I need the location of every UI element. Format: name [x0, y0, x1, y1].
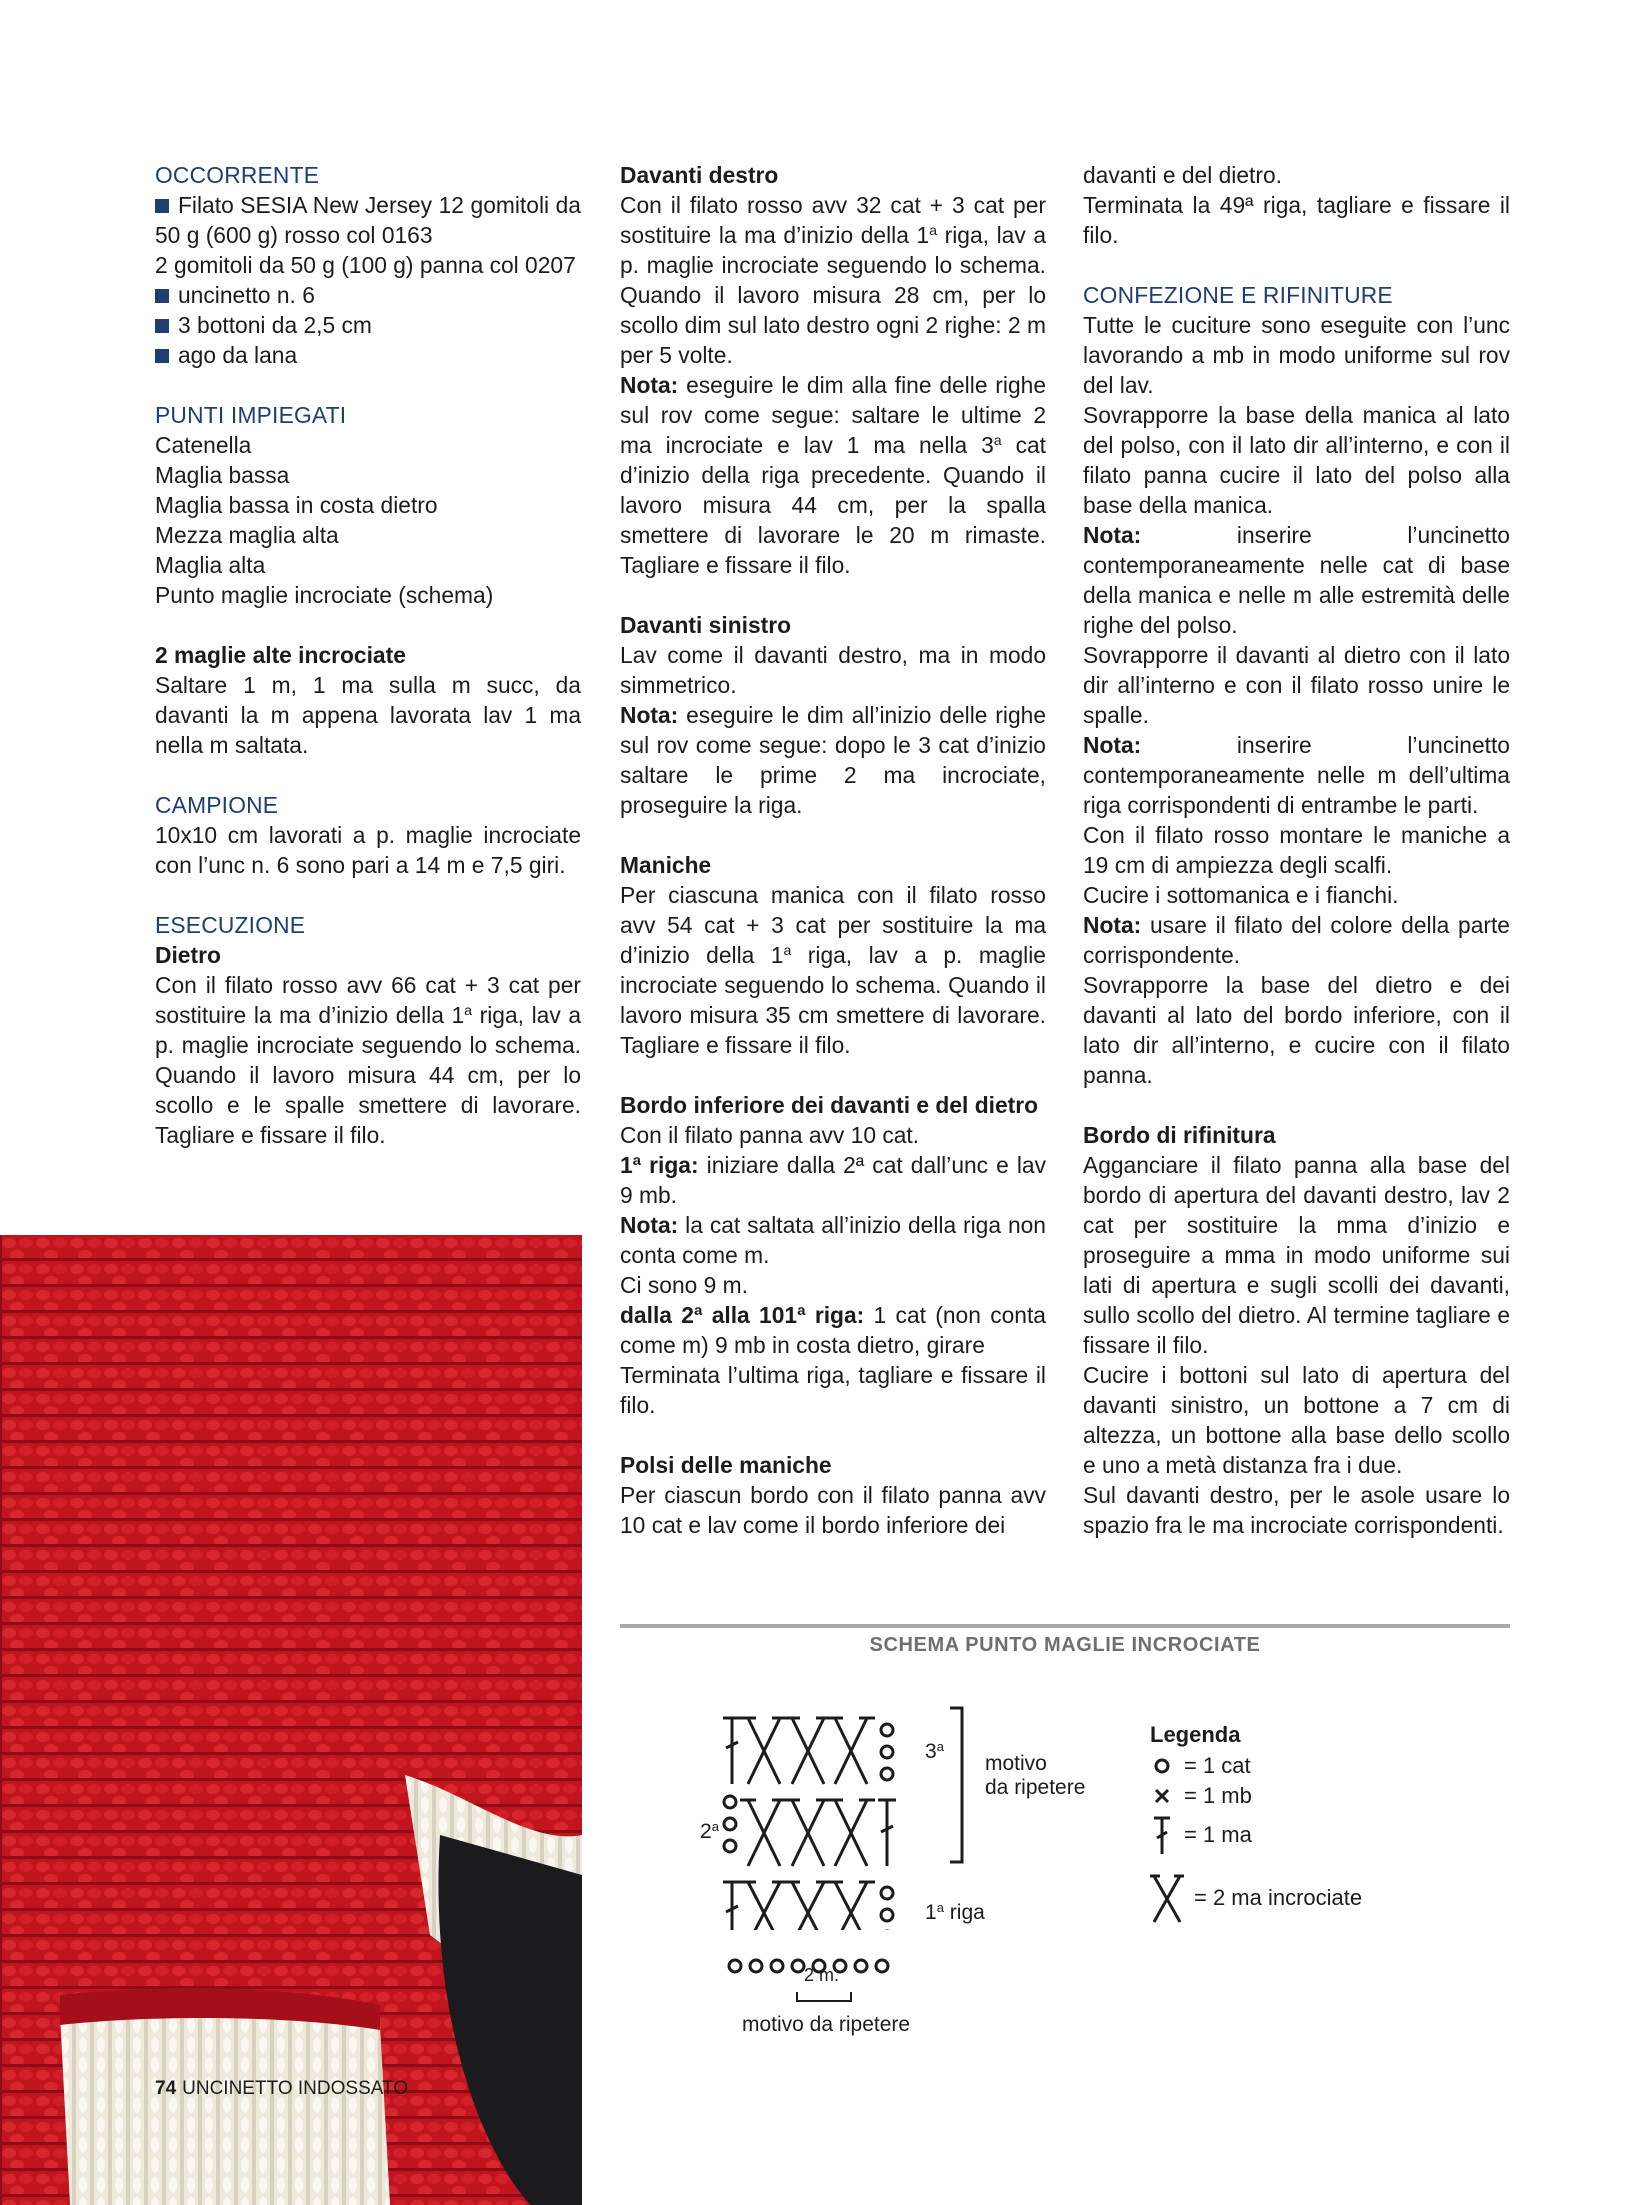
davanti-sinistro-text: Lav come il davanti destro, ma in modo simmetrico. [620, 642, 1046, 698]
column-right [1083, 160, 1510, 1540]
confezione-text: Sovrapporre il davanti al dietro con il lato dir all’interno e con il filato rosso unire le spalle. [1083, 642, 1510, 728]
diagram-row-3 [723, 1718, 893, 1784]
legend-ma: = 1 ma [1150, 1814, 1252, 1856]
crossed-stitch-text: Saltare 1 m, 1 ma sulla m succ, da davanti la m appena lavorata lav 1 ma nella m saltata. [155, 672, 581, 758]
stitch-item: Punto maglie incrociate (schema) [155, 582, 494, 608]
chain-icon [1150, 1755, 1174, 1777]
bordo-row-1: 1ª riga: iniziare dalla 2ª cat dall’unc e lav 9 mb. [620, 1152, 1046, 1208]
sweater-illustration [0, 1235, 582, 2205]
stitch-diagram [690, 1690, 930, 1930]
esecuzione-heading: ESECUZIONE [155, 912, 306, 938]
campione-heading: CAMPIONE [155, 792, 279, 818]
magazine-name: UNCINETTO INDOSSATO [182, 2078, 409, 2099]
crossed-stitch-icon [1150, 1872, 1184, 1924]
polsi-heading: Polsi delle maniche [620, 1452, 832, 1478]
materials-needle: ago da lana [155, 340, 581, 370]
confezione-text: Cucire i sottomanica e i fianchi. [1083, 882, 1399, 908]
occorrente-heading: OCCORRENTE [155, 162, 320, 188]
repeat-bracket-vertical [948, 1706, 968, 1866]
legend-cat: = 1 cat [1150, 1753, 1251, 1779]
motivo-label-right: motivo da ripetere [985, 1752, 1086, 1799]
dietro-text: Con il filato rosso avv 66 cat + 3 cat per sostituire la ma d’inizio della 1$^a$ riga, lav a p. maglie incrociate seguendo lo schema. Quando il lavoro misura 44 cm, per lo scollo e le spalle smettere di lavorare. Tagliare e fissare il filo. [155, 972, 581, 1148]
bordo-note: Nota: la cat saltata all’inizio della riga non conta come m. [620, 1212, 1046, 1268]
confezione-text: Sovrapporre la base del dietro e dei davanti al lato del bordo inferiore, con il lato dir all’interno, e cucire con il filato panna. [1083, 972, 1510, 1088]
row-2-label: 2$^a$ [700, 1818, 719, 1843]
materials-buttons: 3 bottoni da 2,5 cm [155, 310, 581, 340]
confezione-heading: CONFEZIONE E RIFINITURE [1083, 282, 1393, 308]
rifinitura-text: Sul davanti destro, per le asole usare lo spazio fra le ma incrociate corrispondenti. [1083, 1482, 1510, 1538]
row-3-label: 3$^a$ [925, 1738, 944, 1763]
stitch-item: Maglia alta [155, 552, 266, 578]
double-crochet-icon [1150, 1814, 1174, 1856]
punti-heading: PUNTI IMPIEGATI [155, 402, 347, 428]
polsi-continued: davanti e del dietro. [1083, 162, 1282, 188]
confezione-text: Sovrapporre la base della manica al lato del polso, con il lato dir all’interno, e con il filato panna cucire il lato del polso alla base della manica. [1083, 402, 1510, 518]
rifinitura-heading: Bordo di rifinitura [1083, 1122, 1276, 1148]
page-number: 74 [155, 2078, 177, 2099]
confezione-note: Nota: inserire l’uncinetto contemporaneamente nelle cat di base della manica e nelle m alle estremità delle righe del polso. [1083, 522, 1510, 638]
crossed-stitch-heading: 2 maglie alte incrociate [155, 642, 406, 668]
confezione-text: Con il filato rosso montare le maniche a 19 cm di ampiezza degli scalfi. [1083, 822, 1510, 878]
chart-divider [620, 1624, 1510, 1628]
polsi-text: Per ciascun bordo con il filato panna avv 10 cat e lav come il bordo inferiore dei [620, 1482, 1046, 1538]
davanti-sinistro-note: Nota: eseguire le dim all’inizio delle righe sul rov come segue: dopo le 3 cat d’inizio saltare le prime 2 ma incrociate, proseguire la riga. [620, 702, 1046, 818]
motivo-label-bottom: motivo da ripetere [742, 2013, 911, 2036]
confezione-note: Nota: usare il filato del colore della parte corrispondente. [1083, 912, 1510, 968]
legend-crossed: = 2 ma incrociate [1150, 1872, 1362, 1924]
confezione-text: Tutte le cuciture sono eseguite con l’unc lavorando a mb in modo uniforme sul rov del lav. [1083, 312, 1510, 398]
repeat-bracket-horizontal [795, 1990, 855, 2004]
bordo-inferiore-text: Con il filato panna avv 10 cat. [620, 1122, 920, 1148]
stitch-item: Maglia bassa in costa dietro [155, 492, 438, 518]
column-left [155, 160, 581, 1150]
rifinitura-text: Agganciare il filato panna alla base del bordo di apertura del davanti destro, lav 2 cat per sostituire la mma d’inizio e proseguire a mma in modo uniforme sui lati di apertura e sugli scolli dei davanti, sullo scollo del dietro. Al termine tagliare e fissare il filo. [1083, 1152, 1510, 1358]
diagram-row-2 [724, 1796, 896, 1866]
stitch-item: Maglia bassa [155, 462, 290, 488]
maniche-text: Per ciascuna manica con il filato rosso avv 54 cat + 3 cat per sostituire la ma d’inizio della 1$^a$ riga, lav a p. maglie incrociate seguendo lo schema. Quando il lavoro misura 35 cm smettere di lavorare. Tagliare e fissare il filo. [620, 882, 1046, 1058]
confezione-note: Nota: inserire l’uncinetto contemporaneamente nelle m dell’ultima riga corrispondenti di entrambe le parti. [1083, 732, 1510, 818]
maniche-heading: Maniche [620, 852, 712, 878]
stitch-item: Mezza maglia alta [155, 522, 339, 548]
rifinitura-text: Cucire i bottoni sul lato di apertura del davanti sinistro, un bottone a 7 cm di altezza, un bottone alla base dello scollo e uno a metà distanza fra i due. [1083, 1362, 1510, 1478]
campione-text: 10x10 cm lavorati a p. maglie incrociate con l’unc n. 6 sono pari a 14 m e 7,5 giri. [155, 822, 581, 878]
column-middle [620, 160, 1046, 1540]
dietro-heading: Dietro [155, 942, 221, 968]
row-1-label: 1$^a$ riga [925, 1899, 985, 1924]
davanti-sinistro-heading: Davanti sinistro [620, 612, 792, 638]
bordo-row-2-101: dalla 2ª alla 101ª riga: 1 cat (non conta come m) 9 mb in costa dietro, girare [620, 1302, 1046, 1358]
legend-mb: = 1 mb [1150, 1783, 1252, 1809]
bordo-finish: Terminata l’ultima riga, tagliare e fissare il filo. [620, 1362, 1046, 1418]
bordo-inferiore-heading: Bordo inferiore dei davanti e del dietro [620, 1092, 1039, 1118]
davanti-destro-text: Con il filato rosso avv 32 cat + 3 cat per sostituire la ma d’inizio della 1$^a$ riga, lav a p. maglie incrociate seguendo lo schema. Quando il lavoro misura 28 cm, per lo scollo dim sul lato destro ogni 2 righe: 2 m per 5 volte. [620, 192, 1046, 368]
materials-yarn-cream: 2 gomitoli da 50 g (100 g) panna col 0207 [155, 252, 576, 278]
polsi-finish: Terminata la 49ª riga, tagliare e fissare il filo. [1083, 192, 1510, 248]
chart-title: SCHEMA PUNTO MAGLIE INCROCIATE [869, 1634, 1261, 1656]
page-folio [155, 2078, 408, 2100]
two-stitch-label: 2 m. [804, 1965, 840, 1985]
single-crochet-icon [1150, 1785, 1174, 1807]
sweater-photo [0, 1235, 582, 2205]
davanti-destro-note: Nota: eseguire le dim alla fine delle righe sul rov come segue: saltare le ultime 2 ma incrociate e lav 1 ma nella 3$^a$ cat d’inizio della riga precedente. Quando il lavoro misura 44 cm, per la spalla smettere di lavorare le 20 m rimaste. Tagliare e fissare il filo. [620, 372, 1046, 578]
stitch-item: Catenella [155, 432, 252, 458]
materials-yarn: Filato SESIA New Jersey 12 gomitoli da 50 g (600 g) rosso col 0163 [155, 192, 581, 248]
materials-hook: uncinetto n. 6 [155, 280, 581, 310]
diagram-row-1 [723, 1882, 893, 1930]
davanti-destro-heading: Davanti destro [620, 162, 779, 188]
bordo-count: Ci sono 9 m. [620, 1272, 748, 1298]
legend-title: Legenda [1150, 1722, 1241, 1747]
